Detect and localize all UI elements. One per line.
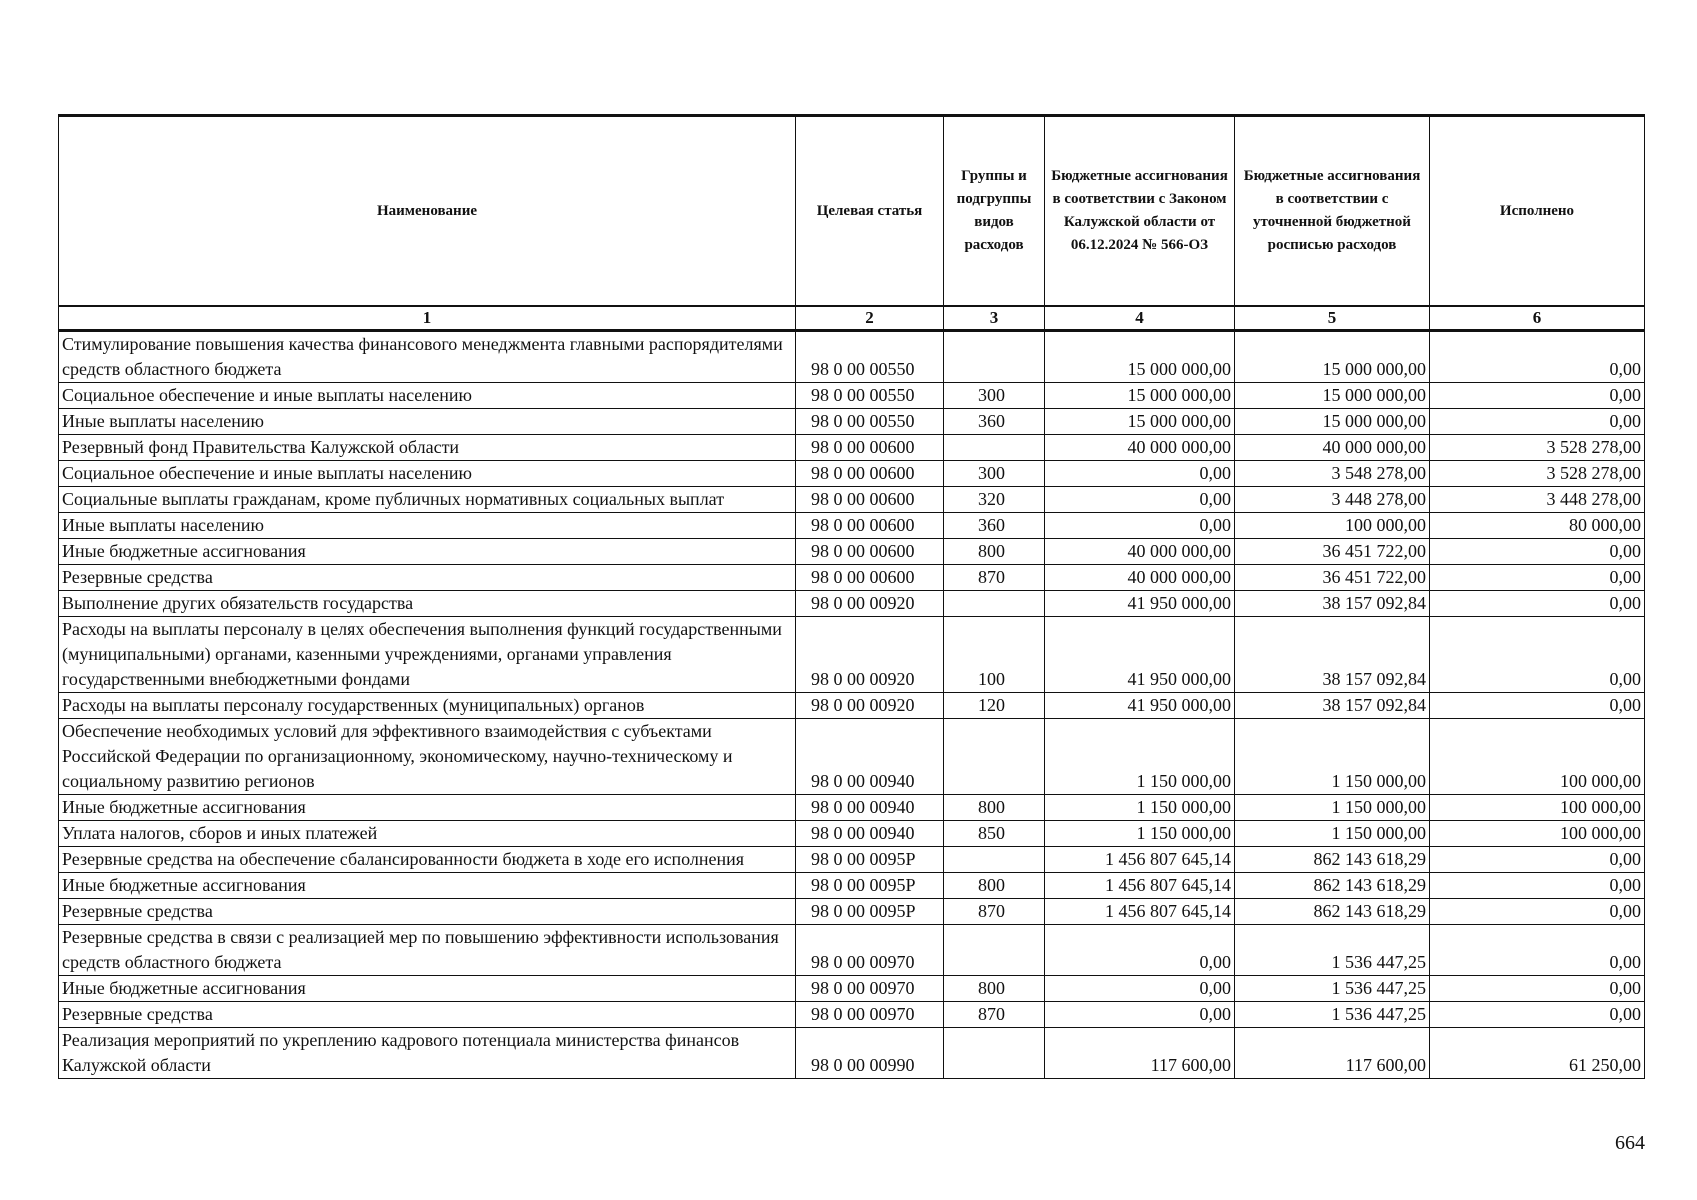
law-appropriation-cell: 0,00 bbox=[1045, 513, 1235, 539]
table-row bbox=[59, 565, 1645, 591]
refined-appropriation-cell: 862 143 618,29 bbox=[1235, 847, 1430, 873]
target-article-cell: 98 0 00 00600 bbox=[796, 565, 944, 591]
executed-cell: 0,00 bbox=[1430, 617, 1645, 693]
table-row bbox=[59, 409, 1645, 435]
executed-cell: 0,00 bbox=[1430, 331, 1645, 383]
header-name: Наименование bbox=[59, 116, 796, 307]
row-name-cell: Социальное обеспечение и иные выплаты населению bbox=[59, 461, 796, 487]
law-appropriation-cell: 1 456 807 645,14 bbox=[1045, 847, 1235, 873]
executed-cell: 100 000,00 bbox=[1430, 821, 1645, 847]
expense-group-cell: 360 bbox=[944, 513, 1045, 539]
row-name-cell: Социальное обеспечение и иные выплаты населению bbox=[59, 383, 796, 409]
law-appropriation-cell: 15 000 000,00 bbox=[1045, 331, 1235, 383]
table-row bbox=[59, 1028, 1645, 1079]
executed-cell: 100 000,00 bbox=[1430, 795, 1645, 821]
expense-group-cell: 320 bbox=[944, 487, 1045, 513]
refined-appropriation-cell: 1 150 000,00 bbox=[1235, 719, 1430, 795]
refined-appropriation-cell: 1 150 000,00 bbox=[1235, 795, 1430, 821]
refined-appropriation-cell: 1 536 447,25 bbox=[1235, 925, 1430, 976]
header-refined-appropriations: Бюджетные ассигнования в соответствии с уточненной бюджетной росписью расходов bbox=[1235, 116, 1430, 307]
expense-group-cell: 800 bbox=[944, 539, 1045, 565]
target-article-cell: 98 0 00 00550 bbox=[796, 409, 944, 435]
law-appropriation-cell: 1 150 000,00 bbox=[1045, 719, 1235, 795]
refined-appropriation-cell: 15 000 000,00 bbox=[1235, 409, 1430, 435]
law-appropriation-cell: 0,00 bbox=[1045, 487, 1235, 513]
row-name-cell: Резервные средства на обеспечение сбалансированности бюджета в ходе его исполнения bbox=[59, 847, 796, 873]
target-article-cell: 98 0 00 00920 bbox=[796, 693, 944, 719]
executed-cell: 0,00 bbox=[1430, 565, 1645, 591]
target-article-cell: 98 0 00 00940 bbox=[796, 795, 944, 821]
target-article-cell: 98 0 00 00970 bbox=[796, 1002, 944, 1028]
table-row bbox=[59, 719, 1645, 795]
target-article-cell: 98 0 00 0095Р bbox=[796, 873, 944, 899]
row-name-cell: Резервные средства bbox=[59, 1002, 796, 1028]
executed-cell: 100 000,00 bbox=[1430, 719, 1645, 795]
table-row bbox=[59, 617, 1645, 693]
law-appropriation-cell: 40 000 000,00 bbox=[1045, 539, 1235, 565]
expense-group-cell: 870 bbox=[944, 1002, 1045, 1028]
law-appropriation-cell: 41 950 000,00 bbox=[1045, 617, 1235, 693]
expense-group-cell: 300 bbox=[944, 461, 1045, 487]
expense-group-cell: 100 bbox=[944, 617, 1045, 693]
law-appropriation-cell: 40 000 000,00 bbox=[1045, 435, 1235, 461]
executed-cell: 0,00 bbox=[1430, 873, 1645, 899]
law-appropriation-cell: 15 000 000,00 bbox=[1045, 383, 1235, 409]
row-name-cell: Резервный фонд Правительства Калужской области bbox=[59, 435, 796, 461]
expense-group-cell: 850 bbox=[944, 821, 1045, 847]
table-row bbox=[59, 539, 1645, 565]
executed-cell: 0,00 bbox=[1430, 976, 1645, 1002]
target-article-cell: 98 0 00 00940 bbox=[796, 719, 944, 795]
table-row bbox=[59, 976, 1645, 1002]
row-name-cell: Резервные средства в связи с реализацией мер по повышению эффективности использования средств областного бюджета bbox=[59, 925, 796, 976]
refined-appropriation-cell: 40 000 000,00 bbox=[1235, 435, 1430, 461]
table-row bbox=[59, 925, 1645, 976]
budget-sheet bbox=[58, 114, 1644, 1079]
executed-cell: 0,00 bbox=[1430, 899, 1645, 925]
executed-cell: 3 448 278,00 bbox=[1430, 487, 1645, 513]
expense-group-cell bbox=[944, 331, 1045, 383]
expense-group-cell bbox=[944, 591, 1045, 617]
expense-group-cell: 870 bbox=[944, 899, 1045, 925]
refined-appropriation-cell: 38 157 092,84 bbox=[1235, 591, 1430, 617]
target-article-cell: 98 0 00 00920 bbox=[796, 591, 944, 617]
target-article-cell: 98 0 00 00600 bbox=[796, 487, 944, 513]
table-row bbox=[59, 1002, 1645, 1028]
row-name-cell: Резервные средства bbox=[59, 565, 796, 591]
refined-appropriation-cell: 862 143 618,29 bbox=[1235, 873, 1430, 899]
expense-group-cell bbox=[944, 925, 1045, 976]
executed-cell: 0,00 bbox=[1430, 847, 1645, 873]
law-appropriation-cell: 0,00 bbox=[1045, 976, 1235, 1002]
expense-group-cell: 870 bbox=[944, 565, 1045, 591]
refined-appropriation-cell: 3 548 278,00 bbox=[1235, 461, 1430, 487]
column-number: 2 bbox=[796, 306, 944, 331]
column-number: 5 bbox=[1235, 306, 1430, 331]
expense-group-cell: 300 bbox=[944, 383, 1045, 409]
refined-appropriation-cell: 100 000,00 bbox=[1235, 513, 1430, 539]
target-article-cell: 98 0 00 00970 bbox=[796, 976, 944, 1002]
expense-group-cell bbox=[944, 719, 1045, 795]
target-article-cell: 98 0 00 00990 bbox=[796, 1028, 944, 1079]
target-article-cell: 98 0 00 00600 bbox=[796, 461, 944, 487]
table-row bbox=[59, 513, 1645, 539]
executed-cell: 0,00 bbox=[1430, 693, 1645, 719]
budget-table bbox=[58, 114, 1645, 1079]
row-name-cell: Иные бюджетные ассигнования bbox=[59, 539, 796, 565]
expense-group-cell: 360 bbox=[944, 409, 1045, 435]
row-name-cell: Иные выплаты населению bbox=[59, 409, 796, 435]
table-row bbox=[59, 331, 1645, 383]
row-name-cell: Социальные выплаты гражданам, кроме публичных нормативных социальных выплат bbox=[59, 487, 796, 513]
expense-group-cell: 800 bbox=[944, 873, 1045, 899]
expense-group-cell bbox=[944, 1028, 1045, 1079]
executed-cell: 0,00 bbox=[1430, 539, 1645, 565]
header-row bbox=[59, 116, 1645, 307]
refined-appropriation-cell: 36 451 722,00 bbox=[1235, 539, 1430, 565]
table-row bbox=[59, 821, 1645, 847]
refined-appropriation-cell: 38 157 092,84 bbox=[1235, 693, 1430, 719]
target-article-cell: 98 0 00 00550 bbox=[796, 331, 944, 383]
law-appropriation-cell: 15 000 000,00 bbox=[1045, 409, 1235, 435]
expense-group-cell bbox=[944, 435, 1045, 461]
row-name-cell: Расходы на выплаты персоналу в целях обеспечения выполнения функций государственными (муниципальными) органами, казенными учреждениями, органами управления государственными внебюджетными фондами bbox=[59, 617, 796, 693]
expense-group-cell: 800 bbox=[944, 795, 1045, 821]
column-number: 4 bbox=[1045, 306, 1235, 331]
executed-cell: 61 250,00 bbox=[1430, 1028, 1645, 1079]
header-executed: Исполнено bbox=[1430, 116, 1645, 307]
law-appropriation-cell: 1 150 000,00 bbox=[1045, 795, 1235, 821]
expense-group-cell: 120 bbox=[944, 693, 1045, 719]
table-row bbox=[59, 847, 1645, 873]
table-row bbox=[59, 693, 1645, 719]
row-name-cell: Расходы на выплаты персоналу государственных (муниципальных) органов bbox=[59, 693, 796, 719]
law-appropriation-cell: 0,00 bbox=[1045, 1002, 1235, 1028]
row-name-cell: Выполнение других обязательств государства bbox=[59, 591, 796, 617]
target-article-cell: 98 0 00 00600 bbox=[796, 539, 944, 565]
column-number-row bbox=[59, 306, 1645, 331]
row-name-cell: Иные бюджетные ассигнования bbox=[59, 873, 796, 899]
row-name-cell: Иные бюджетные ассигнования bbox=[59, 795, 796, 821]
law-appropriation-cell: 1 456 807 645,14 bbox=[1045, 899, 1235, 925]
target-article-cell: 98 0 00 00970 bbox=[796, 925, 944, 976]
row-name-cell: Уплата налогов, сборов и иных платежей bbox=[59, 821, 796, 847]
refined-appropriation-cell: 3 448 278,00 bbox=[1235, 487, 1430, 513]
refined-appropriation-cell: 38 157 092,84 bbox=[1235, 617, 1430, 693]
table-row bbox=[59, 383, 1645, 409]
target-article-cell: 98 0 00 00920 bbox=[796, 617, 944, 693]
target-article-cell: 98 0 00 00600 bbox=[796, 435, 944, 461]
law-appropriation-cell: 1 456 807 645,14 bbox=[1045, 873, 1235, 899]
refined-appropriation-cell: 36 451 722,00 bbox=[1235, 565, 1430, 591]
refined-appropriation-cell: 1 536 447,25 bbox=[1235, 976, 1430, 1002]
target-article-cell: 98 0 00 0095Р bbox=[796, 847, 944, 873]
column-number: 3 bbox=[944, 306, 1045, 331]
row-name-cell: Реализация мероприятий по укреплению кадрового потенциала министерства финансов Калужской области bbox=[59, 1028, 796, 1079]
table-row bbox=[59, 873, 1645, 899]
law-appropriation-cell: 41 950 000,00 bbox=[1045, 693, 1235, 719]
refined-appropriation-cell: 15 000 000,00 bbox=[1235, 383, 1430, 409]
law-appropriation-cell: 117 600,00 bbox=[1045, 1028, 1235, 1079]
target-article-cell: 98 0 00 00550 bbox=[796, 383, 944, 409]
header-law-appropriations: Бюджетные ассигнования в соответствии с Законом Калужской области от 06.12.2024 № 566-ОЗ bbox=[1045, 116, 1235, 307]
executed-cell: 0,00 bbox=[1430, 591, 1645, 617]
expense-group-cell: 800 bbox=[944, 976, 1045, 1002]
executed-cell: 3 528 278,00 bbox=[1430, 461, 1645, 487]
law-appropriation-cell: 41 950 000,00 bbox=[1045, 591, 1235, 617]
row-name-cell: Иные бюджетные ассигнования bbox=[59, 976, 796, 1002]
law-appropriation-cell: 1 150 000,00 bbox=[1045, 821, 1235, 847]
table-row bbox=[59, 899, 1645, 925]
target-article-cell: 98 0 00 00600 bbox=[796, 513, 944, 539]
refined-appropriation-cell: 862 143 618,29 bbox=[1235, 899, 1430, 925]
table-row bbox=[59, 795, 1645, 821]
column-number: 6 bbox=[1430, 306, 1645, 331]
refined-appropriation-cell: 1 150 000,00 bbox=[1235, 821, 1430, 847]
refined-appropriation-cell: 1 536 447,25 bbox=[1235, 1002, 1430, 1028]
column-number: 1 bbox=[59, 306, 796, 331]
law-appropriation-cell: 40 000 000,00 bbox=[1045, 565, 1235, 591]
table-row bbox=[59, 591, 1645, 617]
row-name-cell: Стимулирование повышения качества финансового менеджмента главными распорядителями средств областного бюджета bbox=[59, 331, 796, 383]
target-article-cell: 98 0 00 00940 bbox=[796, 821, 944, 847]
target-article-cell: 98 0 00 0095Р bbox=[796, 899, 944, 925]
header-target-article: Целевая статья bbox=[796, 116, 944, 307]
executed-cell: 0,00 bbox=[1430, 409, 1645, 435]
row-name-cell: Резервные средства bbox=[59, 899, 796, 925]
table-row bbox=[59, 487, 1645, 513]
row-name-cell: Обеспечение необходимых условий для эффективного взаимодействия с субъектами Российской Федерации по организационному, экономическому, научно-техническому и социальному развитию регионов bbox=[59, 719, 796, 795]
executed-cell: 0,00 bbox=[1430, 383, 1645, 409]
executed-cell: 80 000,00 bbox=[1430, 513, 1645, 539]
executed-cell: 0,00 bbox=[1430, 1002, 1645, 1028]
table-row bbox=[59, 461, 1645, 487]
refined-appropriation-cell: 15 000 000,00 bbox=[1235, 331, 1430, 383]
table-row bbox=[59, 435, 1645, 461]
table-body bbox=[59, 331, 1645, 1079]
header-expense-group: Группы и подгруппы видов расходов bbox=[944, 116, 1045, 307]
law-appropriation-cell: 0,00 bbox=[1045, 925, 1235, 976]
row-name-cell: Иные выплаты населению bbox=[59, 513, 796, 539]
page-number: 664 bbox=[1615, 1132, 1645, 1154]
executed-cell: 3 528 278,00 bbox=[1430, 435, 1645, 461]
refined-appropriation-cell: 117 600,00 bbox=[1235, 1028, 1430, 1079]
expense-group-cell bbox=[944, 847, 1045, 873]
law-appropriation-cell: 0,00 bbox=[1045, 461, 1235, 487]
executed-cell: 0,00 bbox=[1430, 925, 1645, 976]
